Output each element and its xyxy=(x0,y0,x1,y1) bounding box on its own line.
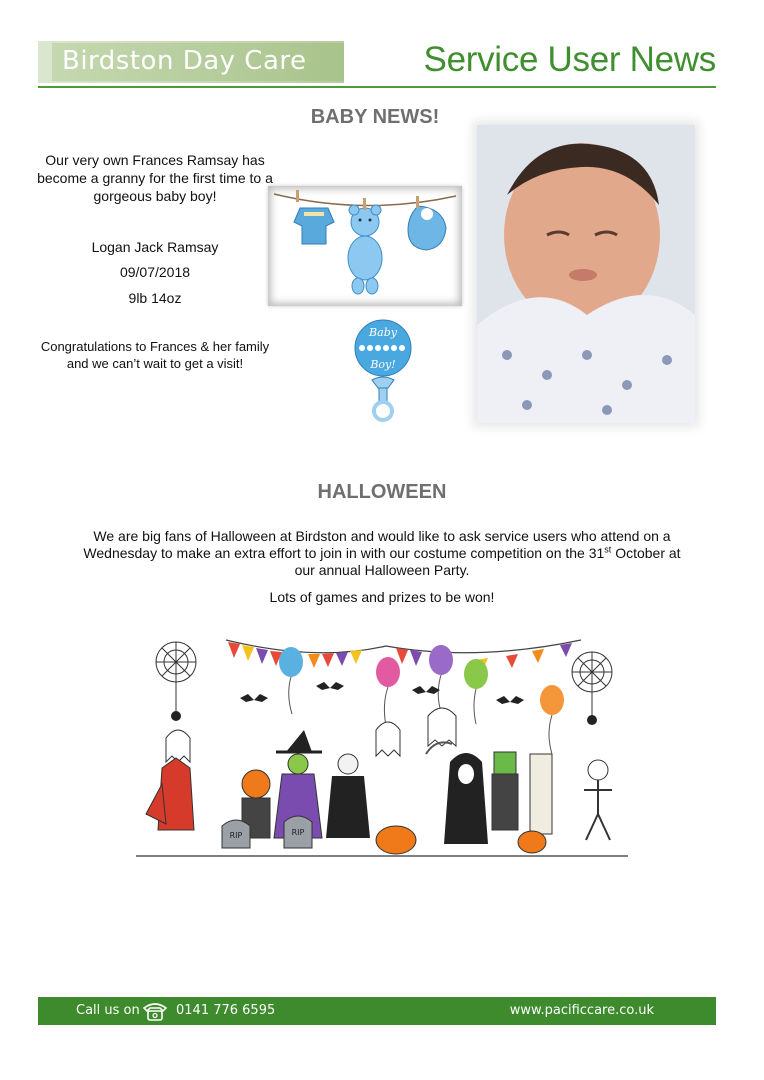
baby-intro-text: Our very own Frances Ramsay has become a granny for the first time to a gorgeous baby boy! xyxy=(37,152,273,204)
bat-icon xyxy=(316,682,344,690)
bunting-flag xyxy=(532,649,544,663)
balloon-string xyxy=(384,687,388,726)
ghost-icon xyxy=(376,722,400,756)
balloon-string xyxy=(289,677,292,714)
pattern-dot xyxy=(622,380,632,390)
witch-face xyxy=(288,754,308,774)
spiderweb-left-icon xyxy=(156,642,196,712)
baby-photo xyxy=(477,125,695,423)
teddy-ear-right xyxy=(371,205,381,215)
balloon-string xyxy=(549,715,552,754)
pattern-dot xyxy=(502,350,512,360)
baby-photo-illustration xyxy=(477,125,695,423)
balloon-pink xyxy=(376,657,400,687)
spiderweb-right-icon xyxy=(572,652,612,716)
bunting-flag xyxy=(242,645,254,661)
teddy-ear-left xyxy=(349,205,359,215)
baby-birth-date: 09/07/2018 xyxy=(119,264,191,280)
balloon-blue xyxy=(279,647,303,677)
halloween-paragraph-start: We are big fans of Halloween at Birdston and would like to ask service users who attend on a Wednesday to make an extra effort to join in with our costume competition on the 31 xyxy=(83,528,671,561)
telephone-icon xyxy=(142,1000,168,1022)
brand-name: Birdston Day Care xyxy=(62,46,307,76)
jack-o-lantern-icon xyxy=(518,831,546,853)
balloon-orange xyxy=(540,685,564,715)
footer-bar xyxy=(38,997,716,1025)
phone-number: 0141 776 6595 xyxy=(176,1003,276,1018)
rattle-text-baby: Baby xyxy=(369,326,397,339)
bat-icon xyxy=(240,694,268,702)
ordinal-suffix: st xyxy=(604,544,612,555)
pumpkin-head-icon xyxy=(242,770,270,798)
bunting-flag xyxy=(336,652,348,666)
rattle-dot xyxy=(359,345,365,351)
bunting-flag xyxy=(228,642,240,658)
baby-news-heading: BABY NEWS! xyxy=(310,106,440,128)
skeleton-head-icon xyxy=(588,760,608,780)
ghost-icon xyxy=(428,708,456,746)
tombstone-label: RIP xyxy=(229,831,243,840)
newsletter-title: Service User News xyxy=(423,40,716,79)
phone-handset xyxy=(144,1004,166,1011)
peg-2 xyxy=(363,198,366,210)
teddy-eye-right xyxy=(369,219,372,222)
peg-3 xyxy=(416,196,419,208)
rattle-dot xyxy=(383,345,389,351)
bodysuit-trim xyxy=(304,212,324,216)
bunting-flag xyxy=(308,654,320,668)
rattle-dot xyxy=(391,345,397,351)
congratulations-text: Congratulations to Frances & her family and we can’t wait to get a visit! xyxy=(40,339,270,371)
baby-weight: 9lb 14oz xyxy=(128,290,182,306)
bunting-flags xyxy=(228,642,572,672)
rattle-text-boy: Boy! xyxy=(370,358,396,371)
witch-hat-icon xyxy=(286,730,312,752)
baby-clothesline-image xyxy=(268,186,462,306)
balloon-purple xyxy=(429,645,453,675)
spider-left-icon xyxy=(171,711,181,721)
halloween-paragraph xyxy=(80,528,684,579)
rattle-dot xyxy=(399,345,405,351)
games-prizes-text: Lots of games and prizes to be won! xyxy=(269,589,495,605)
balloon-string xyxy=(438,675,441,708)
devil-cape xyxy=(146,784,166,824)
halloween-heading: HALLOWEEN xyxy=(317,481,447,503)
clothesline-illustration xyxy=(268,186,462,306)
teddy-body-icon xyxy=(348,236,382,280)
rattle-bow xyxy=(372,377,394,388)
balloon-green xyxy=(464,659,488,689)
baby-rattle-icon xyxy=(348,318,418,422)
peg-1 xyxy=(296,190,299,202)
teddy-leg-right xyxy=(366,278,378,294)
pattern-dot xyxy=(602,405,612,415)
rattle-handle xyxy=(379,388,387,402)
frankenstein-head-icon xyxy=(494,752,516,774)
phone-dial xyxy=(153,1014,157,1018)
bat-icon xyxy=(412,686,440,694)
rattle-dot xyxy=(367,345,373,351)
bunting-flag xyxy=(410,650,422,666)
skeleton-leg-right xyxy=(598,814,610,840)
halloween-party-illustration xyxy=(136,634,628,860)
rattle-ring xyxy=(374,402,392,420)
teddy-leg-left xyxy=(352,278,364,294)
pattern-dot xyxy=(582,350,592,360)
bunting-flag xyxy=(506,654,518,668)
spider-right-icon xyxy=(587,715,597,725)
candy-pumpkin-icon xyxy=(376,826,416,854)
bib-neck-hole xyxy=(421,208,433,220)
teddy-eye-left xyxy=(359,219,362,222)
vampire-cape-icon xyxy=(326,776,370,838)
pattern-dot xyxy=(522,400,532,410)
phone-base xyxy=(148,1011,162,1020)
skeleton-leg-left xyxy=(586,814,598,840)
vampire-face xyxy=(338,754,358,774)
baby-name: Logan Jack Ramsay xyxy=(91,239,219,255)
pattern-dot xyxy=(542,370,552,380)
balloon-string xyxy=(474,689,476,724)
bunting-flag xyxy=(396,648,408,664)
ghost-icon xyxy=(166,730,190,762)
tombstone-label: RIP xyxy=(291,828,305,837)
bunting-flag xyxy=(256,648,268,664)
frankenstein-body xyxy=(492,774,518,830)
mummy-icon xyxy=(530,754,552,834)
rattle-dot xyxy=(375,345,381,351)
bunting-flag xyxy=(322,653,334,667)
website-link[interactable]: www.pacificcare.co.uk xyxy=(509,1003,654,1018)
bunting-flag xyxy=(560,643,572,657)
header-divider xyxy=(38,86,716,88)
pattern-dot xyxy=(662,355,672,365)
bunting-flag xyxy=(350,650,362,664)
bat-icon xyxy=(496,696,524,704)
baby-mouth xyxy=(569,269,597,281)
halloween-paragraph-end: October at our annual Halloween Party. xyxy=(294,545,681,578)
reaper-face xyxy=(458,764,474,784)
call-us-label: Call us on xyxy=(76,1003,140,1018)
